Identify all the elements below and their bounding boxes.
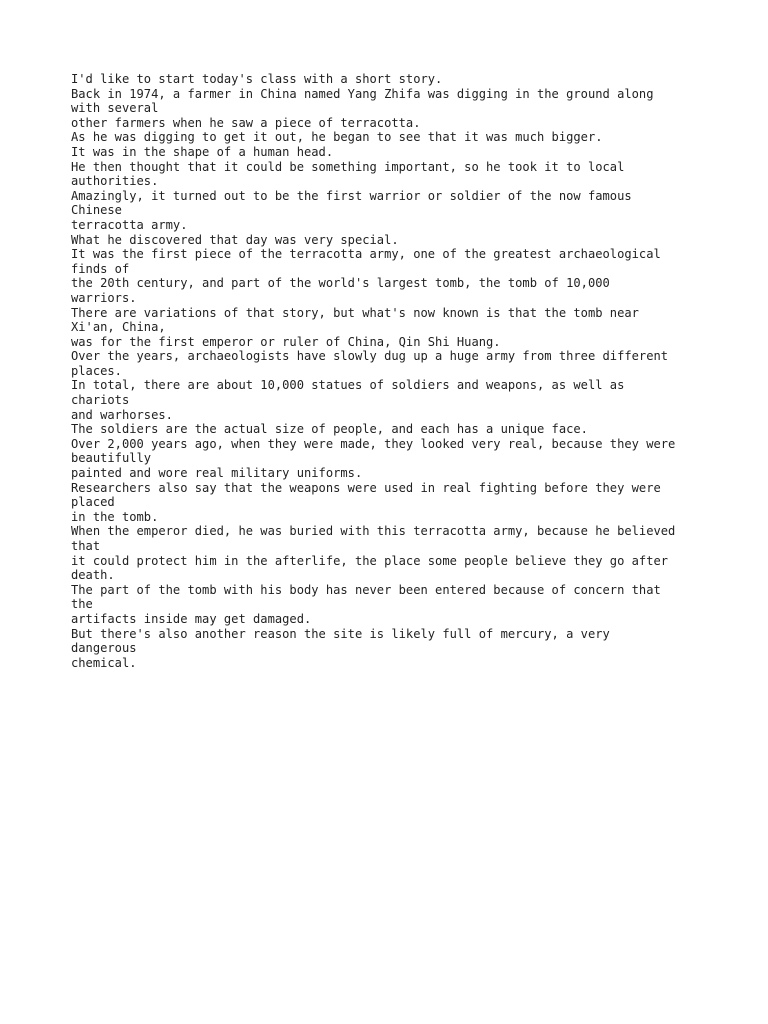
text-line: placed — [71, 495, 115, 510]
text-line: beautifully — [71, 451, 152, 466]
text-line: He then thought that it could be something important, so he took it to local — [71, 159, 625, 174]
text-line: that — [71, 539, 101, 553]
text-line: In total, there are about 10,000 statues of soldiers and weapons, as well as — [71, 378, 625, 393]
text-line: Over 2,000 years ago, when they were made, they looked very real, because they were — [71, 436, 676, 451]
text-line: I'd like to start today's class with a short story. — [71, 72, 443, 86]
text-line: Chinese — [71, 203, 122, 218]
text-line: There are variations of that story, but what's now known is that the tomb near — [71, 305, 639, 320]
text-line: was for the first emperor or ruler of China, Qin Shi Huang. — [71, 334, 501, 349]
text-line: in the tomb. — [71, 509, 159, 524]
text-line: chariots — [71, 393, 130, 408]
text-line: Back in 1974, a farmer in China named Yang Zhifa was digging in the ground along — [71, 86, 654, 101]
text-line: finds of — [71, 261, 130, 276]
text-line: It was the first piece of the terracotta army, one of the greatest archaeological — [71, 247, 661, 262]
text-line: The part of the tomb with his body has never been entered because of concern that — [71, 582, 661, 597]
text-line: Xi'an, China, — [71, 320, 166, 335]
text-line: with several — [71, 101, 159, 116]
text-line: authorities. — [71, 174, 159, 189]
text-line: Amazingly, it turned out to be the first warrior or soldier of the now famous — [71, 188, 632, 203]
text-line: painted and wore real military uniforms. — [71, 466, 363, 481]
text-line: artifacts inside may get damaged. — [71, 611, 312, 626]
text-line: and warhorses. — [71, 407, 173, 422]
text-line: terracotta army. — [71, 217, 188, 232]
text-line: places. — [71, 363, 122, 378]
text-line: the 20th century, and part of the world's largest tomb, the tomb of 10,000 — [71, 276, 610, 291]
text-line: What he discovered that day was very special. — [71, 232, 399, 247]
text-line: dangerous — [71, 641, 137, 656]
text-line: Researchers also say that the weapons were used in real fighting before they were — [71, 480, 661, 495]
text-line: When the emperor died, he was buried with this terracotta army, because he believed — [71, 524, 676, 539]
text-line: warriors. — [71, 290, 137, 305]
text-line: Over the years, archaeologists have slowly dug up a huge army from three different — [71, 349, 669, 364]
text-line: The soldiers are the actual size of people, and each has a unique face. — [71, 422, 588, 437]
text-line: chemical. — [71, 655, 137, 670]
text-line: it could protect him in the afterlife, the place some people believe they go after — [71, 553, 669, 568]
text-line: other farmers when he saw a piece of terracotta. — [71, 115, 421, 130]
text-line: As he was digging to get it out, he began to see that it was much bigger. — [71, 130, 603, 145]
text-line: But there's also another reason the site is likely full of mercury, a very — [71, 626, 610, 641]
text-line: the — [71, 597, 93, 612]
text-line: death. — [71, 568, 115, 583]
text-line: It was in the shape of a human head. — [71, 144, 334, 159]
transcript-text — [71, 72, 711, 670]
